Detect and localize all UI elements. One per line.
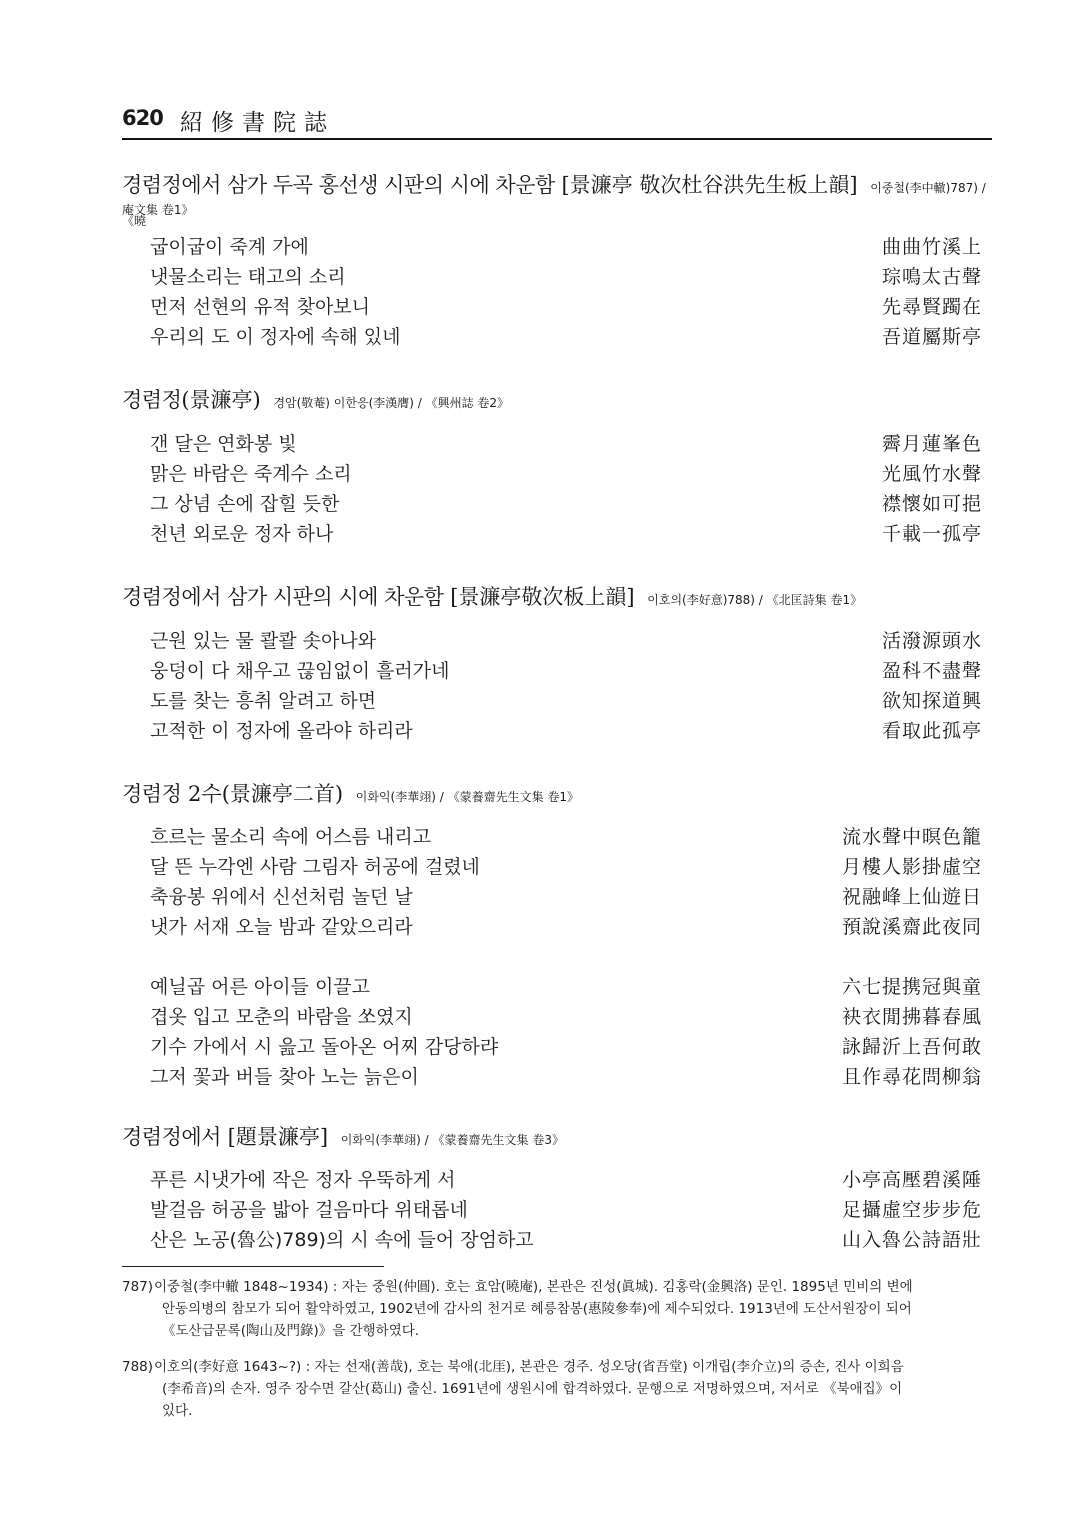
entry-title bbox=[122, 779, 992, 812]
verse-korean: 푸른 시냇가에 작은 정자 우뚝하게 서 bbox=[150, 1169, 456, 1191]
verse-korean: 그 상념 손에 잡힐 듯한 bbox=[150, 493, 340, 515]
verse-korean: 먼저 선현의 유적 찾아보니 bbox=[150, 296, 371, 318]
entry-meta-continued: 庵文集 卷1》 bbox=[122, 203, 194, 217]
verse-korean: 축융봉 위에서 신선처럼 놀던 날 bbox=[150, 886, 413, 908]
footnote bbox=[122, 1356, 984, 1422]
verse-korean: 달 뜬 누각엔 사람 그림자 허공에 걸렸네 bbox=[150, 856, 480, 878]
verse-hanja: 光風竹水聲 bbox=[881, 463, 982, 485]
verse-hanja: 袂衣閒拂暮春風 bbox=[841, 1006, 982, 1028]
verse-korean: 겹옷 입고 모춘의 바람을 쏘였지 bbox=[150, 1006, 413, 1028]
entry-meta: 경암(敬菴) 이한응(李漢膺) / 《興州誌 卷2》 bbox=[273, 396, 510, 410]
verse-hanja: 活潑源頭水 bbox=[881, 630, 982, 652]
entry-title bbox=[122, 385, 992, 418]
verse-korean: 갠 달은 연화봉 빛 bbox=[150, 433, 297, 455]
page-header bbox=[122, 104, 992, 140]
entry-title-hanja: (景濂亭) bbox=[181, 388, 261, 412]
verse-korean: 산은 노공(魯公)789)의 시 속에 들어 장엄하고 bbox=[150, 1229, 534, 1251]
footnote-line: 《도산급문록(陶山及門錄)》을 간행하였다. bbox=[162, 1323, 420, 1339]
verse-hanja: 小亭高壓碧溪陲 bbox=[841, 1169, 982, 1191]
verse-line bbox=[150, 322, 982, 352]
verse-hanja: 琮鳴太古聲 bbox=[881, 266, 982, 288]
verse-line bbox=[150, 686, 982, 716]
verse-hanja: 吾道屬斯亭 bbox=[881, 326, 982, 348]
verse-hanja: 霽月蓮峯色 bbox=[881, 433, 982, 455]
entry-title-hanja: [景濂亭 敬次杜谷洪先生板上韻] bbox=[561, 173, 858, 197]
verse-hanja: 山入魯公詩語壯 bbox=[841, 1229, 982, 1251]
verse-line bbox=[150, 1032, 982, 1062]
verse-korean: 기수 가에서 시 읊고 돌아온 어찌 감당하랴 bbox=[150, 1036, 499, 1058]
verse-hanja: 且作尋花問柳翁 bbox=[841, 1066, 982, 1088]
footnote-line: 이호의(李好意 1643~?) : 자는 선재(善哉), 호는 북애(北厓), 본관은 경주. 성오당(省吾堂) 이개립(李介立)의 증손, 진사 이희음 bbox=[154, 1359, 904, 1375]
entry-meta: 이중철(李中轍)787) / 《曉 bbox=[122, 181, 986, 228]
page-number: 620 bbox=[122, 106, 163, 130]
entry-title bbox=[122, 1122, 992, 1155]
verse-korean: 맑은 바람은 죽계수 소리 bbox=[150, 463, 352, 485]
verse-hanja: 詠歸沂上吾何敢 bbox=[841, 1036, 982, 1058]
verse-korean: 우리의 도 이 정자에 속해 있네 bbox=[150, 326, 401, 348]
verse-korean: 고적한 이 정자에 올라야 하리라 bbox=[150, 720, 413, 742]
verse-korean: 냇물소리는 태고의 소리 bbox=[150, 266, 346, 288]
verse-line bbox=[150, 626, 982, 656]
entry-title bbox=[122, 170, 992, 236]
verse-line bbox=[150, 262, 982, 292]
verse-line bbox=[150, 656, 982, 686]
footnote-line: 이중철(李中轍 1848~1934) : 자는 중원(仲圓). 호는 효암(曉庵), 본관은 진성(眞城). 김홍락(金興洛) 문인. 1895년 민비의 변에 bbox=[154, 1279, 913, 1295]
verse-korean: 굽이굽이 죽계 가에 bbox=[150, 236, 309, 258]
verse-line bbox=[150, 429, 982, 459]
verse-hanja: 祝融峰上仙遊日 bbox=[841, 886, 982, 908]
entry-title-korean: 경렴정에서 삼가 두곡 홍선생 시판의 시에 차운함 bbox=[122, 173, 555, 197]
entry-title-korean: 경렴정 bbox=[122, 782, 182, 806]
verse-line bbox=[150, 1062, 982, 1092]
entry-meta: 이화익(李華翊) / 《蒙養齋先生文集 卷3》 bbox=[340, 1133, 564, 1147]
entry-title-korean: 경렴정에서 bbox=[122, 1125, 221, 1149]
verse-korean: 도를 찾는 흥취 알려고 하면 bbox=[150, 690, 377, 712]
footnote-divider bbox=[122, 1266, 384, 1267]
verse-hanja: 月樓人影掛虛空 bbox=[841, 856, 982, 878]
footnote-line: 안동의병의 참모가 되어 활약하였고, 1902년에 감사의 천거로 혜릉참봉(惠陵參奉)에 제수되었다. 1913년에 도산서원장이 되어 bbox=[162, 1301, 912, 1317]
verse-korean: 천년 외로운 정자 하나 bbox=[150, 523, 334, 545]
entry-title-hanja: [題景濂亭] bbox=[227, 1125, 329, 1149]
verse-line bbox=[150, 1002, 982, 1032]
verse-line bbox=[150, 822, 982, 852]
entry-title-korean: 경렴정 bbox=[122, 388, 182, 412]
verse-korean: 흐르는 물소리 속에 어스름 내리고 bbox=[150, 826, 432, 848]
footnote-body bbox=[144, 1356, 984, 1422]
verse-korean: 근원 있는 물 콸콸 솟아나와 bbox=[150, 630, 377, 652]
verse-hanja: 流水聲中暝色籠 bbox=[841, 826, 982, 848]
footnote bbox=[122, 1276, 984, 1342]
verse-korean: 예닐곱 어른 아이들 이끌고 bbox=[150, 976, 371, 998]
verse-line bbox=[150, 716, 982, 746]
verse-line bbox=[150, 972, 982, 1002]
entry-title-hanja: 2수(景濂亭二首) bbox=[188, 782, 344, 806]
verse-hanja: 足攝虛空步步危 bbox=[841, 1199, 982, 1221]
verse-hanja: 襟懷如可挹 bbox=[881, 493, 982, 515]
verse-hanja: 先尋賢躅在 bbox=[881, 296, 982, 318]
verse-line bbox=[150, 489, 982, 519]
footnote-line: 있다. bbox=[162, 1403, 193, 1419]
verse-hanja: 曲曲竹溪上 bbox=[881, 236, 982, 258]
book-title: 紹修書院誌 bbox=[180, 110, 335, 136]
entry-meta: 이화익(李華翊) / 《蒙養齋先生文集 卷1》 bbox=[355, 790, 580, 804]
footnote-line: (李希音)의 손자. 영주 장수면 갈산(葛山) 출신. 1691년에 생원시에 합격하였다. 문행으로 저명하였으며, 저서로 《북애집》이 bbox=[162, 1381, 903, 1397]
verse-korean: 발걸음 허공을 밟아 걸음마다 위태롭네 bbox=[150, 1199, 468, 1221]
verse-line bbox=[150, 1225, 982, 1255]
verse-line bbox=[150, 882, 982, 912]
verse-korean: 그저 꽃과 버들 찾아 노는 늙은이 bbox=[150, 1066, 419, 1088]
verse-hanja: 預說溪齋此夜同 bbox=[841, 916, 982, 938]
verse-hanja: 看取此孤亭 bbox=[881, 720, 982, 742]
entry-title bbox=[122, 582, 992, 615]
footnote-number: 788) bbox=[122, 1359, 154, 1375]
footnote-number: 787) bbox=[122, 1279, 154, 1295]
verse-line bbox=[150, 912, 982, 942]
verse-hanja: 千載一孤亭 bbox=[881, 523, 982, 545]
verse-hanja: 欲知探道興 bbox=[881, 690, 982, 712]
entry-title-hanja: [景濂亭敬次板上韻] bbox=[450, 585, 635, 609]
verse-line bbox=[150, 519, 982, 549]
verse-line bbox=[150, 852, 982, 882]
footnote-body bbox=[144, 1276, 984, 1342]
verse-line bbox=[150, 292, 982, 322]
verse-korean: 웅덩이 다 채우고 끊임없이 흘러가네 bbox=[150, 660, 450, 682]
verse-line bbox=[150, 1165, 982, 1195]
verse-hanja: 六七提携冠與童 bbox=[841, 976, 982, 998]
entry-title-korean: 경렴정에서 삼가 시판의 시에 차운함 bbox=[122, 585, 444, 609]
verse-line bbox=[150, 459, 982, 489]
entry-meta: 이호의(李好意)788) / 《北匡詩集 卷1》 bbox=[647, 593, 863, 607]
verse-korean: 냇가 서재 오늘 밤과 같았으리라 bbox=[150, 916, 413, 938]
verse-line bbox=[150, 232, 982, 262]
verse-hanja: 盈科不盡聲 bbox=[881, 660, 982, 682]
verse-line bbox=[150, 1195, 982, 1225]
